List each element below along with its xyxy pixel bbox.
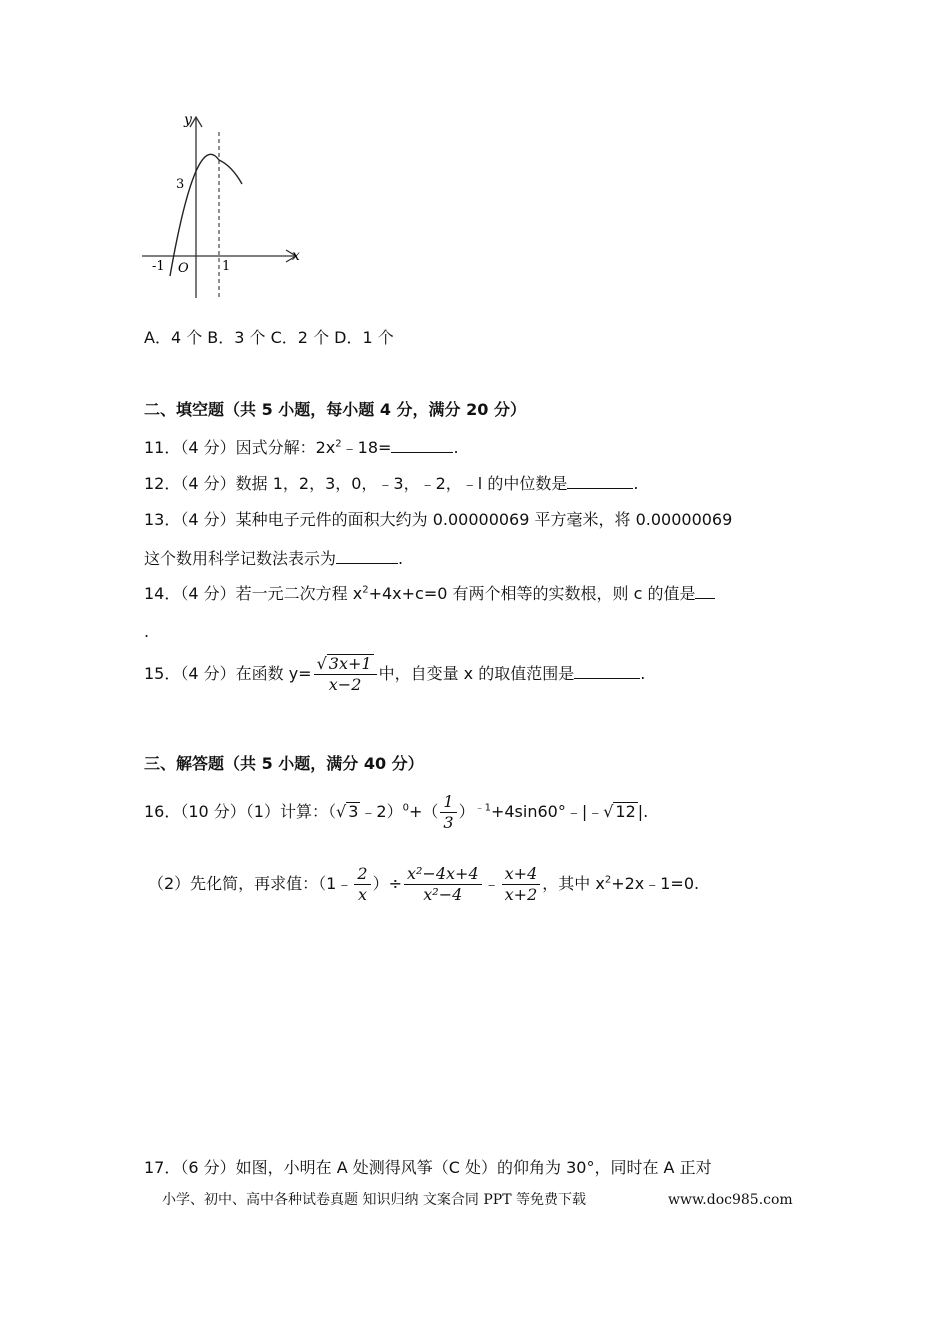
q16-mid3: ） — [458, 802, 475, 821]
question-11 — [144, 436, 459, 460]
section3-heading: 三、解答题（共 5 小题，满分 40 分） — [144, 754, 424, 773]
question-13-line1: 13．（4 分）某种电子元件的面积大约为 0.00000069 平方毫米，将 0.00000069 — [144, 510, 733, 529]
q15-fraction — [314, 654, 377, 695]
q16b-mid2: ﹣ — [483, 874, 500, 893]
q14-end: . — [144, 622, 150, 641]
q16-radicand-1: 3 — [348, 802, 359, 821]
q15-suffix: 中，自变量 x 的取值范围是 — [378, 664, 575, 683]
parabola-curve — [170, 154, 242, 276]
q16-mid2: +（ — [408, 802, 439, 821]
question-16-part1 — [144, 792, 648, 833]
q11-answer-blank[interactable] — [391, 438, 453, 453]
q16b-f1-num: 2 — [354, 864, 370, 885]
q16b-mid1: ）÷ — [372, 874, 402, 893]
section2-heading: 二、填空题（共 5 小题，每小题 4 分，满分 20 分） — [144, 400, 526, 419]
q16-frac-num: 1 — [440, 792, 456, 813]
q16b-end: +2x﹣1=0. — [611, 874, 700, 893]
q11-end: . — [453, 438, 459, 457]
q16b-f2-num: x²−4x+4 — [404, 864, 482, 885]
question-15 — [144, 654, 645, 695]
q16-radicand-2: 12 — [615, 802, 636, 821]
question-12 — [144, 472, 638, 496]
q12-end: . — [633, 474, 639, 493]
q15-end: . — [640, 664, 646, 683]
q16-frac-den: 3 — [443, 813, 454, 832]
q15-prefix: 15．（4 分）在函数 y= — [144, 664, 312, 683]
q16-sup-0: 0 — [402, 802, 409, 814]
q16-radical-sign-1: √ — [336, 802, 347, 821]
q13-answer-blank[interactable] — [336, 549, 398, 564]
q16b-fraction-3 — [502, 864, 541, 905]
q16b-sup: 2 — [604, 874, 612, 886]
q16b-f3-den: x+2 — [504, 885, 538, 904]
q16b-suffix: ，其中 x — [542, 874, 605, 893]
q11-sup: 2 — [335, 438, 342, 450]
tick-label-1: 1 — [222, 259, 231, 274]
tick-label-3: 3 — [176, 177, 185, 192]
q16-prefix: 16．（10 分）（1）计算：（ — [144, 802, 336, 821]
q10-options: A．4 个 B．3 个 C．2 个 D．1 个 — [144, 328, 394, 347]
q14-sup: 2 — [362, 584, 369, 596]
q11-prefix: 11．（4 分）因式分解：2x — [144, 438, 336, 457]
q15-numerator: 3x+1 — [328, 654, 372, 673]
tick-label-neg1: -1 — [152, 259, 165, 274]
q15-denominator: x−2 — [328, 675, 362, 694]
q16b-f3-num: x+4 — [502, 864, 541, 885]
q13-end: . — [398, 549, 404, 568]
q12-answer-blank[interactable] — [567, 474, 633, 489]
q13-line2-text: 这个数用科学记数法表示为 — [144, 549, 337, 568]
q16-radical-sign-2: √ — [603, 802, 614, 821]
q16-fraction — [440, 792, 456, 833]
question-16-part2 — [148, 864, 699, 905]
origin-label: O — [178, 261, 189, 276]
q15-answer-blank[interactable] — [574, 664, 640, 679]
q16-mid4: +4sin60°﹣|﹣ — [490, 802, 604, 821]
q14-prefix: 14．（4 分）若一元二次方程 x — [144, 584, 363, 603]
q16-sup-neg1: ﹣1 — [474, 802, 491, 814]
q14-answer-blank[interactable] — [695, 584, 715, 599]
q16b-fraction-2 — [404, 864, 482, 905]
q16b-fraction-1 — [354, 864, 370, 905]
footer-url[interactable]: www.doc985.com — [668, 1192, 793, 1208]
q16-end: |. — [637, 802, 649, 821]
q16b-f2-den: x²−4 — [423, 885, 463, 904]
q11-suffix: ﹣18= — [341, 438, 392, 457]
x-axis-label: x — [292, 248, 300, 264]
question-13-line2 — [144, 547, 403, 571]
q16b-prefix: （2）先化简，再求值：（1﹣ — [148, 874, 353, 893]
q12-text: 12．（4 分）数据 1，2，3，0，﹣3，﹣2，﹣l 的中位数是 — [144, 474, 568, 493]
footer-text: 小学、初中、高中各种试卷真题 知识归纳 文案合同 PPT 等免费下载 — [162, 1192, 586, 1208]
q16-mid1: ﹣2） — [360, 802, 403, 821]
question-14 — [144, 582, 715, 606]
q16b-f1-den: x — [357, 885, 367, 904]
q15-radical-sign: √ — [316, 654, 327, 673]
function-graph — [140, 108, 310, 308]
question-17: 17．（6 分）如图，小明在 A 处测得风筝（C 处）的仰角为 30°，同时在 A 正对 — [144, 1158, 712, 1177]
y-axis-label: y — [184, 112, 192, 128]
q14-suffix: +4x+c=0 有两个相等的实数根，则 c 的值是 — [368, 584, 696, 603]
